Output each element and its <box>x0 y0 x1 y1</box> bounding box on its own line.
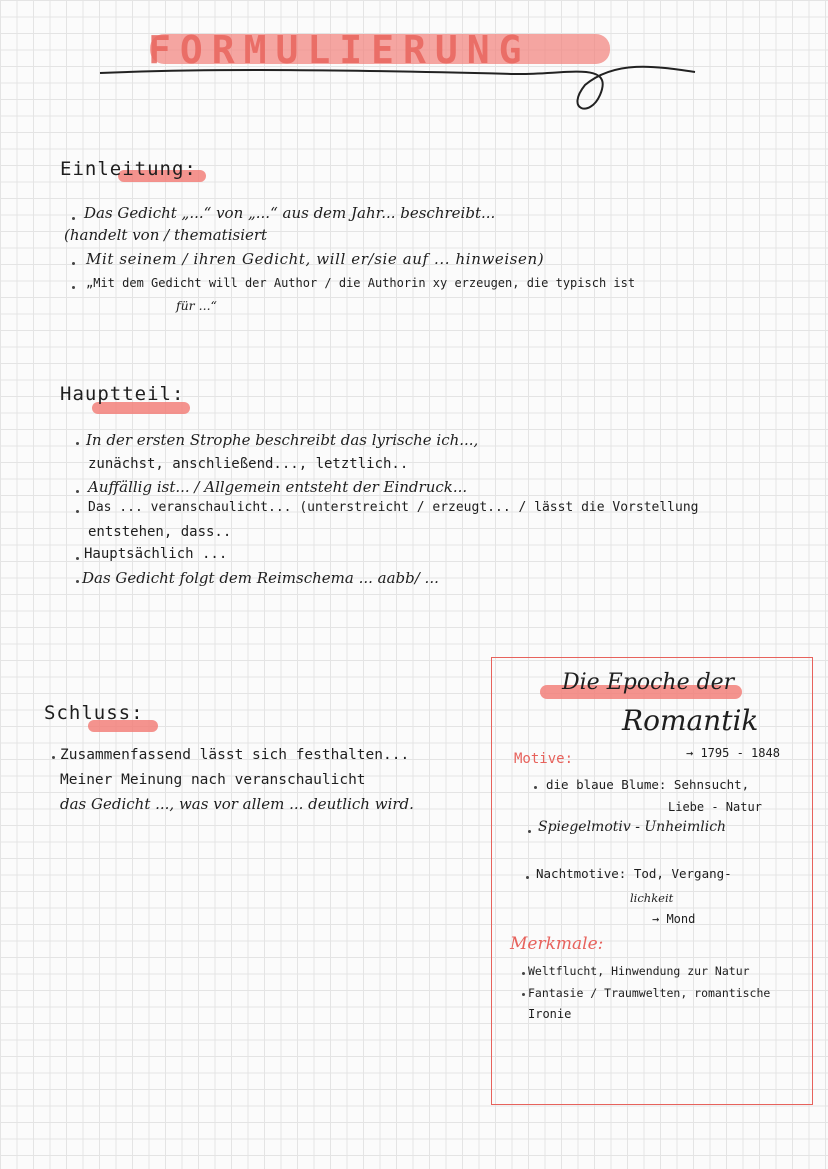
bullet <box>528 830 531 833</box>
schluss-line-2: Meiner Meinung nach veranschaulicht <box>60 772 366 788</box>
motive-line-1: die blaue Blume: Sehnsucht, <box>546 777 750 792</box>
bullet <box>76 490 79 493</box>
schluss-heading: Schluss: <box>44 702 144 724</box>
hauptteil-line-3: Auffällig ist... / Allgemein entsteht der Eindruck... <box>88 478 468 496</box>
motive-line-4: Nachtmotive: Tod, Vergang- <box>536 866 732 881</box>
bullet <box>72 262 75 265</box>
merkmale-line-1: Weltflucht, Hinwendung zur Natur <box>528 964 750 978</box>
bullet <box>526 876 529 879</box>
einleitung-line-2: (handelt von / thematisiert <box>64 226 268 244</box>
epoche-title-line-2: Romantik <box>622 704 759 737</box>
bullet <box>72 286 75 289</box>
epoche-title-line-1: Die Epoche der <box>562 670 735 695</box>
hauptteil-line-1: In der ersten Strophe beschreibt das lyrische ich..., <box>86 431 479 449</box>
einleitung-line-4: „Mit dem Gedicht will der Author / die Authorin xy erzeugen, die typisch ist <box>86 276 636 290</box>
hauptteil-heading: Hauptteil: <box>60 383 185 405</box>
bullet <box>76 442 79 445</box>
epoche-years: → 1795 - 1848 <box>686 746 780 760</box>
bullet <box>72 217 75 220</box>
merkmale-heading: Merkmale: <box>510 934 604 954</box>
schluss-line-3: das Gedicht ..., was vor allem ... deutlich wird. <box>60 795 414 813</box>
bullet <box>76 557 79 560</box>
motive-heading: Motive: <box>514 751 574 767</box>
hauptteil-line-6: Hauptsächlich ... <box>84 546 228 562</box>
bullet <box>522 993 525 996</box>
schluss-line-1: Zusammenfassend lässt sich festhalten... <box>60 747 410 763</box>
page-title: FORMULIERUNG <box>148 28 531 72</box>
hauptteil-line-2: zunächst, anschließend..., letztlich.. <box>88 456 409 472</box>
motive-line-5: lichkeit <box>630 891 674 905</box>
bullet <box>534 786 537 789</box>
einleitung-line-5: für ...“ <box>176 298 217 313</box>
einleitung-line-3: Mit seinem / ihren Gedicht, will er/sie auf ... hinweisen) <box>86 250 545 268</box>
motive-line-6: → Mond <box>652 912 696 926</box>
bullet <box>52 756 55 759</box>
bullet <box>76 580 79 583</box>
bullet <box>522 972 525 975</box>
bullet <box>76 510 79 513</box>
einleitung-heading: Einleitung: <box>60 158 197 180</box>
hauptteil-line-5: entstehen, dass.. <box>88 524 232 540</box>
merkmale-line-2: Fantasie / Traumwelten, romantische <box>528 986 771 1000</box>
motive-line-3: Spiegelmotiv - Unheimlich <box>538 819 727 835</box>
merkmale-line-3: Ironie <box>528 1007 572 1021</box>
hauptteil-line-7: Das Gedicht folgt dem Reimschema ... aabb/ ... <box>82 569 439 587</box>
einleitung-line-1: Das Gedicht „...“ von „...“ aus dem Jahr... beschreibt... <box>84 204 496 222</box>
hauptteil-line-4: Das ... veranschaulicht... (unterstreicht / erzeugt... / lässt die Vorstellung <box>88 500 699 515</box>
motive-line-2: Liebe - Natur <box>668 800 762 814</box>
